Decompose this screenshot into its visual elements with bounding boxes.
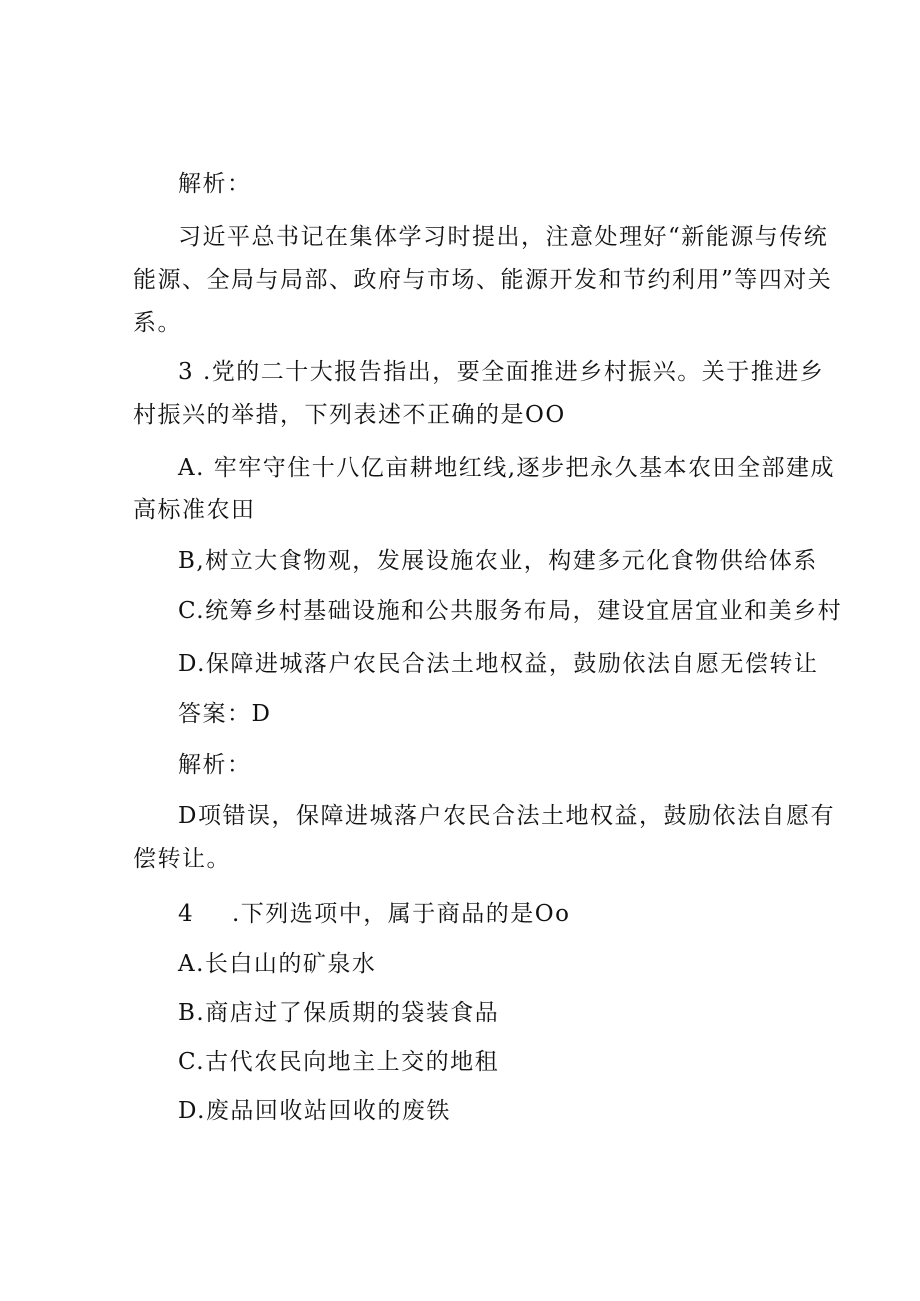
- question-4-stem-text: .下列选项中，属于商品的是Oo: [232, 901, 571, 927]
- question-3-option-a-cont: 高标准农田: [133, 497, 256, 523]
- question-3-answer: 答案：D: [178, 701, 272, 727]
- question-3-option-c: C.统筹乡村基础设施和公共服务布局，建设宜居宜业和美乡村: [178, 598, 843, 624]
- question-3-analysis-text-cont: 偿转让。: [133, 846, 231, 872]
- question-3-analysis-text: D项错误，保障进城落户农民合法土地权益，鼓励依法自愿有: [178, 803, 835, 829]
- question-3-option-b: B,树立大食物观，发展设施农业，构建多元化食物供给体系: [178, 548, 818, 574]
- question-4-option-d: D.废品回收站回收的废铁: [178, 1098, 451, 1124]
- analysis-heading: 解析：: [178, 171, 252, 197]
- analysis-text-line: 习近平总书记在集体学习时提出，注意处理好“新能源与传统: [178, 224, 829, 250]
- analysis-text-line: 系。: [133, 310, 182, 336]
- question-3-stem-cont: 村振兴的举措，下列表述不正确的是OO: [133, 402, 566, 428]
- question-4-number: 4: [178, 901, 195, 927]
- analysis-text-line: 能源、全局与局部、政府与市场、能源开发和节约利用”等四对关: [133, 267, 833, 293]
- question-4-option-a: A.长白山的矿泉水: [178, 951, 377, 977]
- question-3-option-a: A. 牢牢守住十八亿亩耕地红线,逐步把永久基本农田全部建成: [178, 455, 836, 481]
- question-4-option-b: B.商店过了保质期的袋装食品: [178, 1000, 500, 1026]
- question-3-option-d: D.保障进城落户农民合法土地权益，鼓励依法自愿无偿转让: [178, 651, 819, 677]
- question-4-option-c: C.古代农民向地主上交的地租: [178, 1049, 500, 1075]
- question-3-analysis-heading: 解析：: [178, 752, 252, 778]
- question-3-stem: 3 .党的二十大报告指出，要全面推进乡村振兴。关于推进乡: [178, 359, 825, 385]
